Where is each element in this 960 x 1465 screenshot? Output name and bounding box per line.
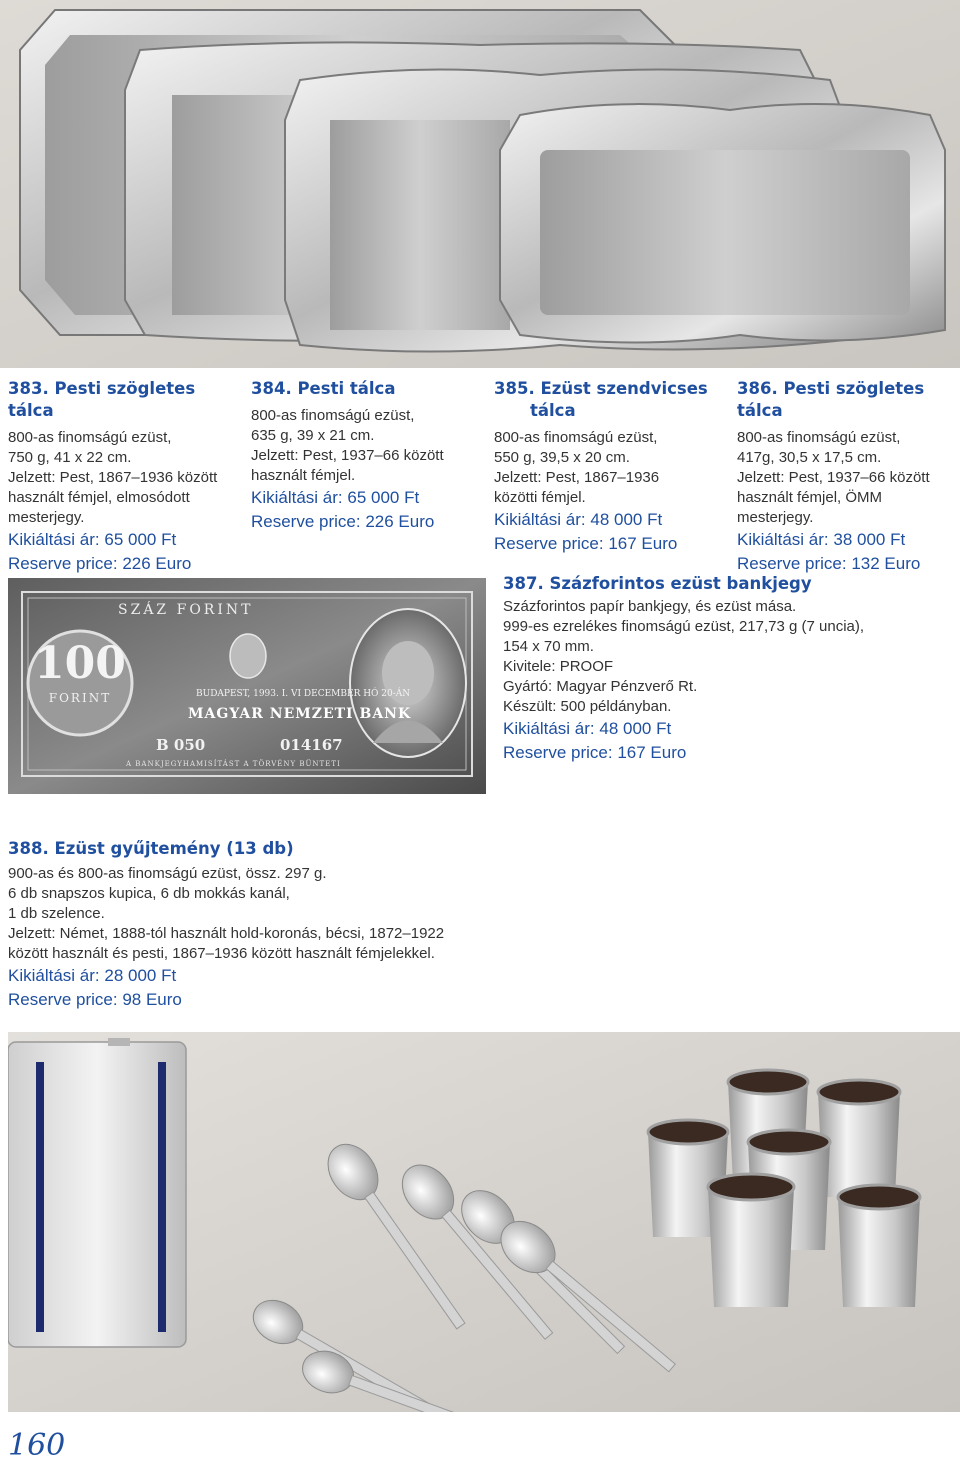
desc-line: Készült: 500 példányban. [503, 698, 672, 715]
lot-number: 384. [251, 379, 292, 398]
lot-description [251, 406, 481, 486]
desc-line: 800-as finomságú ezüst, [251, 407, 415, 424]
silver-collection-photo [8, 1032, 960, 1412]
lot-title [8, 838, 568, 860]
lot-title [494, 378, 724, 422]
desc-line: használt fémjel, ÖMM [737, 489, 883, 506]
desc-line: közötti fémjel. [494, 489, 586, 506]
lot-384 [251, 378, 481, 534]
desc-line: 800-as finomságú ezüst, [737, 429, 901, 446]
lot-name: Ezüst szendvicses [540, 379, 708, 398]
lot-description [737, 428, 959, 528]
lot-name: Pesti tálca [297, 379, 396, 398]
price-huf: Kikiáltási ár: 65 000 Ft [251, 488, 420, 507]
desc-line: 800-as finomságú ezüst, [8, 429, 172, 446]
lot-name: Pesti szögletes tálca [737, 379, 925, 420]
banknote-footer: A BANKJEGYHAMISÍTÁST A TÖRVÉNY BÜNTETI [126, 760, 341, 768]
lot-description [503, 597, 943, 717]
lot-number: 383. [8, 379, 49, 398]
desc-line: 550 g, 39,5 x 20 cm. [494, 449, 630, 466]
desc-line: Jelzett: Pest, 1937–66 között [251, 447, 444, 464]
desc-line: 750 g, 41 x 22 cm. [8, 449, 132, 466]
price-huf: Kikiáltási ár: 28 000 Ft [8, 966, 177, 985]
lot-number: 387. [503, 574, 544, 593]
desc-line: Százforintos papír bankjegy, és ezüst mása. [503, 598, 797, 615]
lot-name-cont: tálca [530, 401, 576, 420]
lot-number: 386. [737, 379, 778, 398]
price-huf: Kikiáltási ár: 38 000 Ft [737, 530, 906, 549]
desc-line: 1 db szelence. [8, 905, 105, 922]
desc-line: mesterjegy. [8, 509, 85, 526]
desc-line: 800-as finomságú ezüst, [494, 429, 658, 446]
lot-title [503, 573, 943, 595]
banknote-word: FORINT [48, 691, 112, 705]
price-eur: Reserve price: 226 Euro [8, 554, 192, 573]
desc-line: 154 x 70 mm. [503, 638, 594, 655]
lot-name: Pesti szögletes tálca [8, 379, 196, 420]
lot-388 [8, 838, 568, 1012]
lot-description [494, 428, 724, 508]
banknote-bank: MAGYAR NEMZETI BANK [188, 706, 412, 722]
lot-name: Százforintos ezüst bankjegy [549, 574, 812, 593]
price-huf: Kikiáltási ár: 48 000 Ft [494, 510, 663, 529]
lot-title [251, 378, 481, 400]
banknote-serial-right: 014167 [280, 736, 343, 754]
desc-line: 635 g, 39 x 21 cm. [251, 427, 375, 444]
lot-383 [8, 378, 238, 576]
desc-line: Jelzett: Pest, 1867–1936 [494, 469, 660, 486]
desc-line: 417g, 30,5 x 17,5 cm. [737, 449, 882, 466]
lot-386 [737, 378, 959, 576]
desc-line: használt fémjel. [251, 467, 356, 484]
banknote-serial-left: B 050 [156, 736, 206, 754]
silver-case [8, 1038, 186, 1347]
banknote-denomination: 100 [34, 638, 126, 689]
price-eur: Reserve price: 132 Euro [737, 554, 921, 573]
lot-387 [503, 573, 943, 765]
desc-line: 999-es ezrelékes finomságú ezüst, 217,73 g (7 uncia), [503, 618, 865, 635]
lot-number: 388. [8, 839, 49, 858]
tray-386 [500, 104, 945, 342]
desc-line: Kivitele: PROOF [503, 658, 614, 675]
desc-line: között használt és pesti, 1867–1936 között használt fémjelekkel. [8, 945, 435, 962]
banknote-header: SZÁZ FORINT [118, 602, 254, 618]
desc-line: Jelzett: Pest, 1867–1936 között [8, 469, 218, 486]
desc-line: Jelzett: Pest, 1937–66 között [737, 469, 930, 486]
desc-line: Jelzett: Német, 1888-tól használt hold-koronás, bécsi, 1872–1922 [8, 925, 445, 942]
banknote-photo [8, 578, 486, 794]
lot-description [8, 864, 568, 964]
lot-title [737, 378, 959, 422]
desc-line: 900-as és 800-as finomságú ezüst, össz. 297 g. [8, 865, 327, 882]
desc-line: használt fémjel, elmosódott [8, 489, 190, 506]
price-huf: Kikiáltási ár: 65 000 Ft [8, 530, 177, 549]
lot-title [8, 378, 238, 422]
lot-number: 385. [494, 379, 535, 398]
banknote-place-date: BUDAPEST, 1993. I. VI DECEMBER HÓ 20-ÁN [196, 689, 411, 699]
lot-385 [494, 378, 724, 556]
price-huf: Kikiáltási ár: 48 000 Ft [503, 719, 672, 738]
desc-line: Gyártó: Magyar Pénzverő Rt. [503, 678, 698, 695]
price-eur: Reserve price: 226 Euro [251, 512, 435, 531]
page-number: 160 [8, 1428, 66, 1463]
desc-line: 6 db snapszos kupica, 6 db mokkás kanál, [8, 885, 290, 902]
price-eur: Reserve price: 98 Euro [8, 990, 182, 1009]
desc-line: mesterjegy. [737, 509, 814, 526]
trays-photo [0, 0, 960, 368]
lot-description [8, 428, 238, 528]
price-eur: Reserve price: 167 Euro [494, 534, 678, 553]
price-eur: Reserve price: 167 Euro [503, 743, 687, 762]
lot-name: Ezüst gyűjtemény (13 db) [54, 839, 294, 858]
